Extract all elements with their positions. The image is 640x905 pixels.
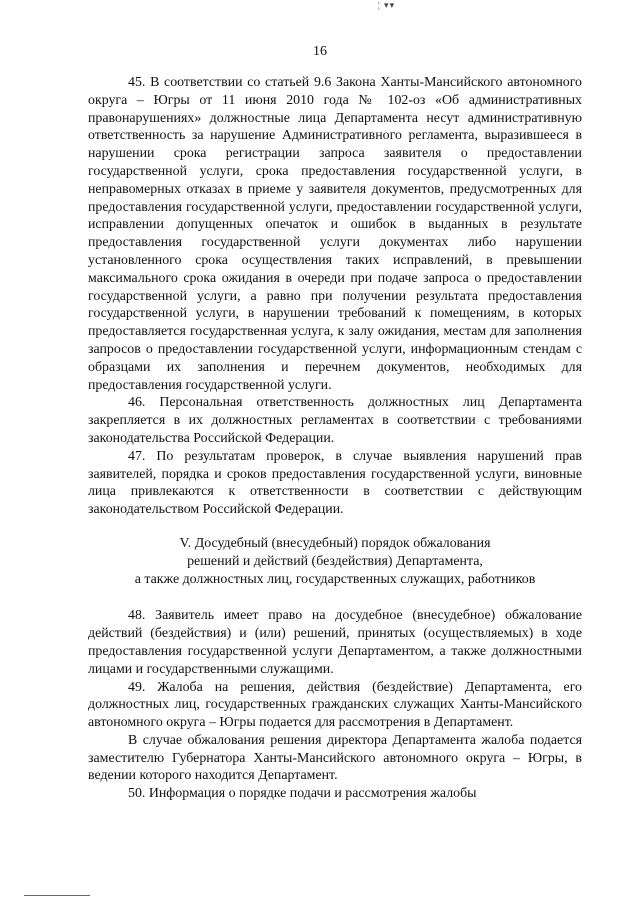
paragraph-50: 50. Информация о порядке подачи и рассмотрения жалобы xyxy=(128,786,477,802)
footer-scan-line xyxy=(24,895,90,896)
paragraph-49: 49. Жалоба на решения, действия (бездействие) Департамента, его должностных лиц, государственных гражданских служащих Ханты-Мансийского автономного округа – Югры подается для рассмотрения в Департамент. xyxy=(88,679,582,731)
section-heading-line-2: решений и действий (бездействия) Департамента, xyxy=(187,553,483,569)
paragraph-46: 46. Персональная ответственность должностных лиц Департамента закрепляется в их должностных регламентах в соответствии с требованиями законодательства Российской Федерации. xyxy=(88,395,582,446)
scan-top-mark: ¦ ▾▾ xyxy=(378,0,396,10)
paragraph-48: 48. Заявитель имеет право на досудебное (внесудебное) обжалование действий (бездействия) и (или) решений, принятых (осуществляемых) в ходе предоставления государственной услуги Департаментом, а также должностными лицами и государственными служащими. xyxy=(88,608,582,677)
section-heading-line-1: V. Досудебный (внесудебный) порядок обжалования xyxy=(179,535,491,551)
paragraph-47: 47. По результатам проверок, в случае выявления нарушений прав заявителей, порядка и сроков предоставления государственной услуги, виновные лица привлекаются к ответственности в соответствии с действующим законодательством Российской Федерации. xyxy=(88,448,582,518)
section-heading xyxy=(88,535,582,588)
document-body xyxy=(88,74,582,803)
paragraph-49-continued: В случае обжалования решения директора Департамента жалоба подается заместителю Губернатора Ханты-Мансийского автономного округа – Югры, в ведении которого находится Департамент. xyxy=(88,732,582,784)
section-heading-line-3: а также должностных лиц, государственных служащих, работников xyxy=(134,571,536,587)
paragraph-45: 45. В соответствии со статьей 9.6 Закона Ханты-Мансийского автономного округа – Югры от 11 июня 2010 года № 102-оз «Об административных правонарушениях» должностные лица Департамента несут административную ответственность за нарушение Административного регламента, выразившееся в нарушении срока регистрации запроса заявителя о предоставлении государственной услуги, срока предоставления государственной услуги, в неправомерных отказах в приеме у заявителя документов, предусмотренных для предоставления государственной услуги, предоставлении государственной услуги, исправлении допущенных опечаток и ошибок в выданных в результате предоставления государственной услуги документах либо нарушении установленного срока осуществления таких исправлений, в превышении максимального срока ожидания в очереди при подаче запроса о предоставлении государственной услуги, а равно при получении результата предоставления государственной услуги, в нарушении требований к помещениям, в которых предоставляется государственная услуга, к залу ожидания, местам для заполнения запросов о предоставлении государственной услуги, информационным стендам с образцами их заполнения и перечнем документов, необходимых для предоставления государственной услуги. xyxy=(88,75,582,393)
page-number: 16 xyxy=(313,44,327,59)
